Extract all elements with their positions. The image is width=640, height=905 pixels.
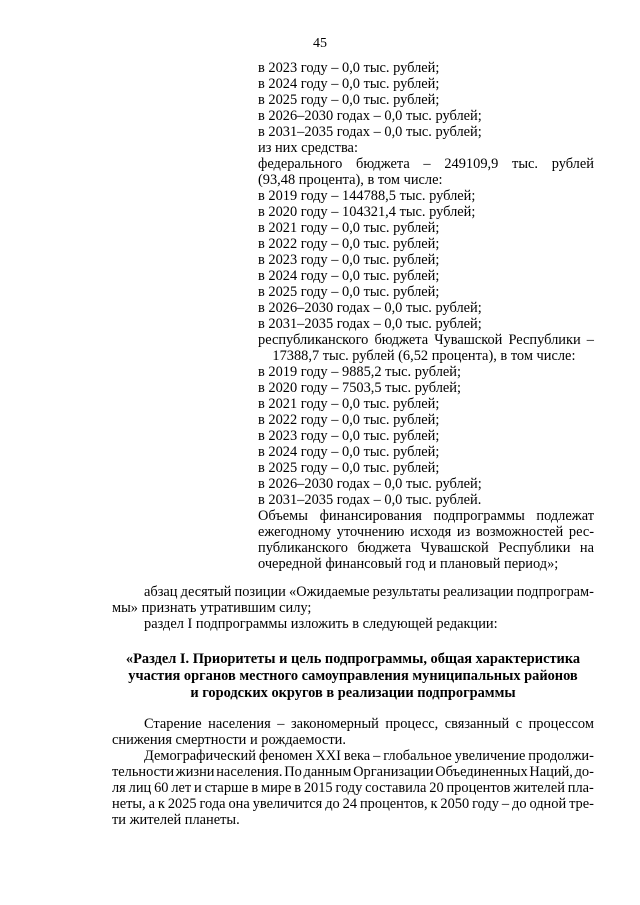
word: ежегодному: [258, 524, 332, 540]
word: –: [586, 332, 594, 348]
financing-line: в 2025 году – 0,0 тыс. рублей;: [258, 460, 440, 476]
financing-line: в 2031–2035 годах – 0,0 тыс. рублей;: [258, 124, 482, 140]
section-heading-line: «Раздел I. Приоритеты и цель подпрограммы, общая характеристика: [125, 651, 581, 667]
financing-line: в 2021 году – 0,0 тыс. рублей;: [258, 220, 440, 236]
word: бюджета: [357, 540, 412, 556]
financing-line: 17388,7 тыс. рублей (6,52 процента), в том числе:: [258, 348, 576, 364]
financing-line: в 2023 году – 0,0 тыс. рублей;: [258, 428, 440, 444]
word: лет: [171, 780, 192, 796]
word: закономерный: [290, 716, 379, 732]
word: одной: [529, 796, 567, 812]
word: тре-: [569, 796, 594, 812]
word: –: [373, 748, 381, 764]
word: 2015: [303, 780, 333, 796]
word: лиц: [128, 780, 152, 796]
word: Республики: [508, 332, 581, 348]
word: подлежат: [536, 508, 594, 524]
word: увеличится: [252, 796, 323, 812]
amendment-text: [112, 584, 594, 632]
financing-line: в 2024 году – 0,0 тыс. рублей;: [258, 268, 440, 284]
paragraph-line-justified: [112, 716, 594, 732]
financing-line: в 2026–2030 годах – 0,0 тыс. рублей;: [258, 300, 482, 316]
paragraph-line-justified: [112, 796, 594, 812]
financing-line: в 2023 году – 0,0 тыс. рублей;: [258, 60, 440, 76]
financing-line-justified: [258, 332, 594, 348]
word: глобальное: [383, 748, 452, 764]
financing-line: в 2023 году – 0,0 тыс. рублей;: [258, 252, 440, 268]
body-paragraph-2: [112, 748, 594, 828]
word: увеличение: [454, 748, 526, 764]
paragraph-line-justified: [112, 748, 594, 764]
financing-column: [258, 60, 594, 572]
paragraph-line: снижения смертности и рождаемости.: [112, 732, 346, 748]
financing-line: в 2025 году – 0,0 тыс. рублей;: [258, 92, 440, 108]
financing-line: в 2019 году – 9885,2 тыс. рублей;: [258, 364, 461, 380]
word: 60: [154, 780, 169, 796]
word: Старение: [144, 716, 202, 732]
word: XXI: [315, 748, 341, 764]
word: процесс,: [385, 716, 439, 732]
word: 2025: [167, 796, 197, 812]
word: Демографический: [144, 748, 256, 764]
word: уточнению: [336, 524, 405, 540]
word: в: [294, 780, 301, 796]
financing-line: в 2021 году – 0,0 тыс. рублей;: [258, 396, 440, 412]
financing-line: в 2025 году – 0,0 тыс. рублей;: [258, 284, 440, 300]
word: к: [430, 796, 438, 812]
word: процентов: [446, 780, 511, 796]
word: –: [423, 156, 431, 172]
word: и: [194, 780, 202, 796]
word: реализации: [443, 584, 514, 600]
word: –: [277, 716, 285, 732]
word: неты,: [112, 796, 146, 812]
word: финансирования: [319, 508, 422, 524]
word: века: [343, 748, 371, 764]
page-number: 45: [313, 36, 327, 51]
word: федерального: [258, 156, 343, 172]
paragraph-line: ти жителей планеты.: [112, 812, 240, 828]
word: Наций,: [529, 764, 573, 780]
financing-line: в 2020 году – 104321,4 тыс. рублей;: [258, 204, 476, 220]
word: «Ожидаемые: [289, 584, 370, 600]
financing-line: (93,48 процента), в том числе:: [258, 172, 443, 188]
paragraph-line-justified: [112, 764, 594, 780]
financing-line: в 2031–2035 годах – 0,0 тыс. рублей;: [258, 316, 482, 332]
word: Чувашской: [434, 332, 503, 348]
word: тыс.: [512, 156, 538, 172]
word: 24: [342, 796, 358, 812]
word: По: [284, 764, 302, 780]
financing-line: в 2024 году – 0,0 тыс. рублей;: [258, 444, 440, 460]
financing-line: в 2019 году – 144788,5 тыс. рублей;: [258, 188, 476, 204]
word: –: [501, 796, 510, 812]
word: возможностей: [475, 524, 564, 540]
financing-line: очередной финансовый год и плановый период»;: [258, 556, 559, 572]
word: году: [335, 780, 363, 796]
financing-line-justified: [258, 156, 594, 172]
section-heading-line: и городских округов в реализации подпрограммы: [190, 685, 516, 701]
section-heading: [112, 651, 594, 702]
financing-line: в 2026–2030 годах – 0,0 тыс. рублей;: [258, 476, 482, 492]
word: подпрограммы: [433, 508, 525, 524]
section-heading-line: участия органов местного самоуправления муниципальных районов: [128, 668, 578, 684]
word: Чувашской: [420, 540, 489, 556]
word: Объемы: [258, 508, 308, 524]
word: мире: [260, 780, 292, 796]
word: рес-: [568, 524, 594, 540]
word: до-: [574, 764, 594, 780]
word: до: [325, 796, 340, 812]
word: она: [228, 796, 250, 812]
word: населения.: [216, 764, 283, 780]
word: 20: [429, 780, 444, 796]
amendment-line: мы» признать утратившим силу;: [112, 600, 312, 616]
amendment-line-justified: [112, 584, 594, 600]
word: года: [199, 796, 226, 812]
financing-line-justified: [258, 540, 594, 556]
word: жителей: [513, 780, 565, 796]
word: пла-: [567, 780, 594, 796]
word: данным: [303, 764, 352, 780]
word: республиканского: [258, 332, 369, 348]
word: ля: [112, 780, 126, 796]
word: из: [456, 524, 471, 540]
word: позиции: [234, 584, 286, 600]
financing-line: в 2022 году – 0,0 тыс. рублей;: [258, 412, 440, 428]
word: 249109,9: [444, 156, 499, 172]
body-paragraph-1: [112, 716, 594, 748]
word: десятый: [180, 584, 232, 600]
word: Объединенных: [435, 764, 528, 780]
word: продолжи-: [528, 748, 594, 764]
paragraph-line-justified: [112, 780, 594, 796]
word: исходя: [410, 524, 452, 540]
financing-line-justified: [258, 524, 594, 540]
word: населения: [208, 716, 271, 732]
financing-line: в 2031–2035 годах – 0,0 тыс. рублей.: [258, 492, 482, 508]
word: году: [472, 796, 499, 812]
word: процентов,: [359, 796, 428, 812]
word: результаты: [372, 584, 441, 600]
word: Республики: [498, 540, 571, 556]
word: абзац: [144, 584, 178, 600]
word: публиканского: [258, 540, 348, 556]
word: феномен: [258, 748, 313, 764]
financing-line-justified: [258, 508, 594, 524]
word: к: [157, 796, 165, 812]
word: Организации: [353, 764, 434, 780]
word: бюджета: [356, 156, 410, 172]
word: на: [579, 540, 594, 556]
financing-line: из них средства:: [258, 140, 358, 156]
word: связанный: [444, 716, 510, 732]
word: в: [251, 780, 259, 796]
word: процессом: [528, 716, 594, 732]
word: старше: [204, 780, 249, 796]
word: составила: [365, 780, 427, 796]
word: рублей: [551, 156, 594, 172]
financing-line: в 2024 году – 0,0 тыс. рублей;: [258, 76, 440, 92]
word: с: [515, 716, 523, 732]
word: жизни: [175, 764, 215, 780]
financing-line: в 2022 году – 0,0 тыс. рублей;: [258, 236, 440, 252]
word: до: [512, 796, 527, 812]
word: 2050: [440, 796, 470, 812]
word: подпрограм-: [516, 584, 594, 600]
word: тельности: [112, 764, 175, 780]
word: бюджета: [374, 332, 429, 348]
financing-line: в 2026–2030 годах – 0,0 тыс. рублей;: [258, 108, 482, 124]
word: а: [148, 796, 155, 812]
financing-line: в 2020 году – 7503,5 тыс. рублей;: [258, 380, 461, 396]
amendment-line: раздел I подпрограммы изложить в следующей редакции:: [144, 616, 498, 632]
